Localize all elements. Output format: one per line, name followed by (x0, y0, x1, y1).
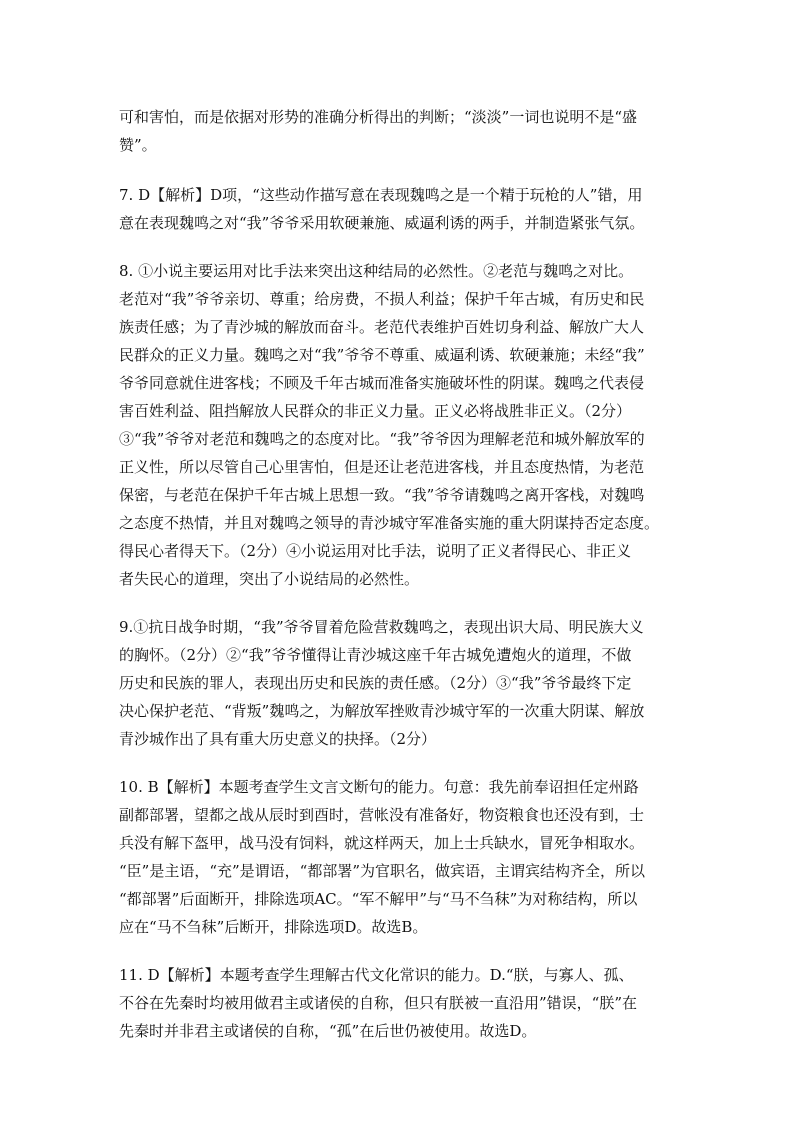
text-line: 族责任感；为了青沙城的解放而奋斗。老范代表维护百姓切身利益、解放广大人 (119, 318, 645, 336)
answer-8 (119, 257, 679, 593)
text-line: 11. D【解析】本题考查学生理解古代文化常识的能力。D.“朕，与寡人、孤、 (119, 966, 634, 984)
text-line: 历史和民族的罪人，表现出历史和民族的责任感。（2分）③“我”爷爷最终下定 (119, 674, 632, 692)
answer-7 (119, 181, 679, 237)
text-line: 青沙城作出了具有重大历史意义的抉择。（2分） (119, 730, 437, 748)
text-line: 得民心者得天下。（2分）④小说运用对比手法，说明了正义者得民心、非正义 (119, 542, 632, 560)
text-line: 爷爷同意就住进客栈；不顾及千年古城而准备实施破坏性的阴谋。魏鸣之代表侵 (119, 374, 645, 392)
text-line: 7. D【解析】D项，“这些动作描写意在表现魏鸣之是一个精于玩枪的人”错，用 (119, 186, 643, 204)
text-line: 决心保护老范、“背叛”魏鸣之，为解放军挫败青沙城守军的一次重大阴谋、解放 (119, 702, 645, 720)
answer-continuation (119, 103, 679, 159)
answer-11 (119, 961, 679, 1045)
text-line: 正义性，所以尽管自己心里害怕，但是还让老范进客栈，并且态度热情，为老范 (119, 458, 645, 476)
text-line: 9.①抗日战争时期，“我”爷爷冒着危险营救魏鸣之，表现出识大局、明民族大义 (119, 618, 644, 636)
text-line: “都部署”后面断开，排除选项AC。“军不解甲”与“马不刍秣”为对称结构，所以 (119, 890, 638, 908)
text-line: 者失民心的道理，突出了小说结局的必然性。 (119, 570, 420, 588)
text-line: 民群众的正义力量。魏鸣之对“我”爷爷不尊重、威逼利诱、软硬兼施；未经“我” (119, 346, 645, 364)
text-line: 兵没有解下盔甲，战马没有饲料，就这样两天，加上士兵缺水，冒死争相取水。 (119, 834, 645, 852)
answer-document (119, 103, 679, 1065)
text-line: 先秦时并非君主或诸侯的自称，“孤”在后世仍被使用。故选D。 (119, 1022, 537, 1040)
text-line: 保密，与老范在保护千年古城上思想一致。“我”爷爷请魏鸣之离开客栈，对魏鸣 (119, 486, 645, 504)
text-line: 应在“马不刍秣”后断开，排除选项D。故选B。 (119, 918, 428, 936)
text-line: 老范对“我”爷爷亲切、尊重；给房费，不损人利益；保护千年古城，有历史和民 (119, 290, 645, 308)
text-line: 副都部署，望都之战从辰时到酉时，营帐没有准备好，物资粮食也还没有到，士 (119, 806, 645, 824)
text-line: 可和害怕，而是依据对形势的准确分析得出的判断；“淡淡”一词也说明不是“盛 (119, 108, 638, 126)
answer-10 (119, 773, 679, 941)
text-line: “臣”是主语，“充”是谓语，“都部署”为官职名，做宾语，主谓宾结构齐全，所以 (119, 862, 646, 880)
text-line: 意在表现魏鸣之对“我”爷爷采用软硬兼施、威逼利诱的两手，并制造紧张气氛。 (119, 214, 645, 232)
text-line: ③“我”爷爷对老范和魏鸣之的态度对比。“我”爷爷因为理解老范和城外解放军的 (119, 430, 645, 448)
answer-9 (119, 613, 679, 753)
text-line: 的胸怀。（2分）②“我”爷爷懂得让青沙城这座千年古城免遭炮火的道理，不做 (119, 646, 632, 664)
text-line: 害百姓利益、阻挡解放人民群众的非正义力量。正义必将战胜非正义。（2分） (119, 402, 632, 420)
text-line: 赞”。 (119, 136, 157, 154)
text-line: 不谷在先秦时均被用做君主或诸侯的自称，但只有朕被一直沿用”错误，“朕”在 (119, 994, 638, 1012)
text-line: 8. ①小说主要运用对比手法来突出这种结局的必然性。②老范与魏鸣之对比。 (119, 262, 634, 280)
text-line: 10. B【解析】本题考查学生文言文断句的能力。句意：我先前奉诏担任定州路 (119, 778, 639, 796)
text-line: 之态度不热情，并且对魏鸣之领导的青沙城守军准备实施的重大阴谋持否定态度。 (119, 514, 660, 532)
